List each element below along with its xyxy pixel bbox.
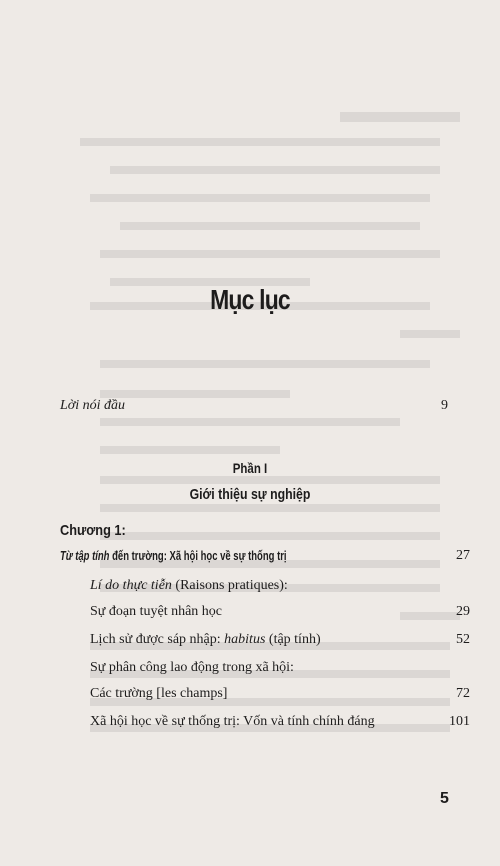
toc-entry-page: 101: [449, 714, 470, 729]
chapter-heading-rest: đến trường: Xã hội học về sự thống trị: [109, 548, 287, 563]
chapter-heading-page: 27: [456, 548, 470, 563]
page-title: Mục lục: [210, 284, 290, 315]
chapter-heading: [60, 548, 287, 563]
chapter-heading-italic: Từ tập tính: [60, 548, 110, 563]
preface-entry-label: Lời nói đầu: [60, 398, 126, 413]
chapter-label: Chương 1:: [60, 522, 126, 539]
toc-entry-page: 72: [456, 686, 470, 701]
toc-entry-page: 52: [456, 632, 470, 647]
toc-entry: Sự đoạn tuyệt nhân học: [90, 604, 223, 619]
toc-entry: Lịch sử được sáp nhập: habitus (tập tính): [90, 632, 321, 647]
toc-entry: Các trường [les champs]: [90, 686, 228, 701]
toc-entry: Lí do thực tiễn (Raisons pratiques):: [90, 578, 288, 593]
preface-entry-page: 9: [441, 398, 448, 413]
toc-entry: Xã hội học về sự thống trị: Vốn và tính chính đáng: [90, 714, 375, 729]
part-title: Giới thiệu sự nghiệp: [189, 486, 311, 503]
part-label: Phần I: [232, 460, 268, 476]
toc-entry-page: 29: [456, 604, 470, 619]
toc-entry: Sự phân công lao động trong xã hội:: [90, 660, 294, 675]
page-number: 5: [440, 790, 449, 807]
